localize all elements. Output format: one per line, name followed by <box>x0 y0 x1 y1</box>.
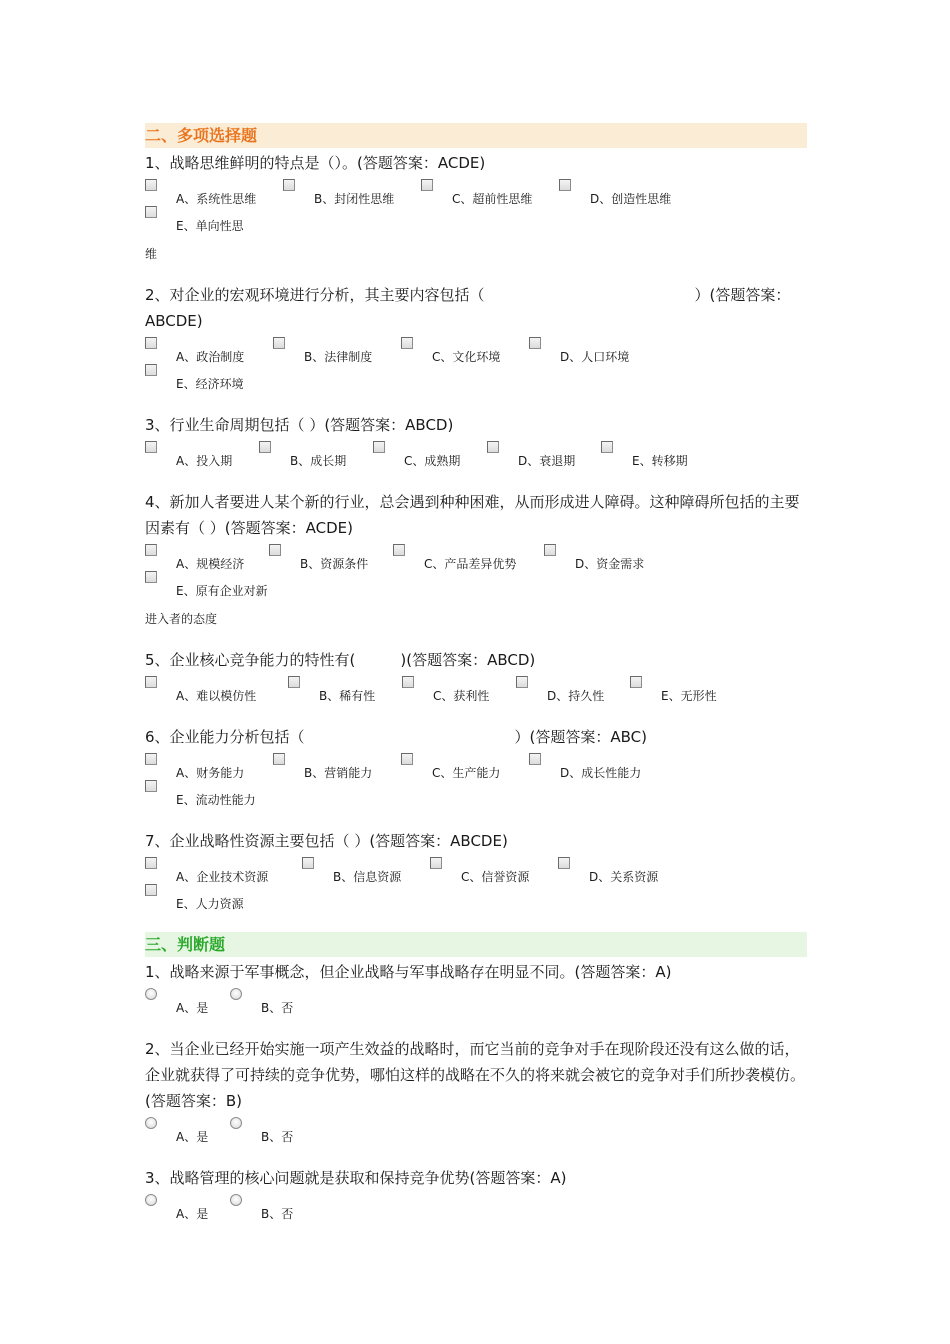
options-row <box>145 444 807 471</box>
checkbox-icon[interactable] <box>259 441 271 453</box>
question-mc-4 <box>145 489 807 629</box>
option-e[interactable]: E、转移期 <box>601 444 732 471</box>
checkbox-icon[interactable] <box>529 337 541 349</box>
option-a[interactable]: A、系统性思维 <box>145 182 283 209</box>
option-c[interactable]: C、产品差异优势 <box>393 547 544 574</box>
radio-icon[interactable] <box>230 1117 242 1129</box>
option-a[interactable]: A、是 <box>145 991 230 1018</box>
options-row <box>145 340 807 394</box>
option-b[interactable]: B、信息资源 <box>302 860 430 887</box>
checkbox-icon[interactable] <box>145 753 157 765</box>
question-mc-6 <box>145 724 807 810</box>
option-b[interactable]: B、否 <box>230 991 321 1018</box>
radio-icon[interactable] <box>145 988 157 1000</box>
radio-icon[interactable] <box>230 988 242 1000</box>
checkbox-icon[interactable] <box>145 441 157 453</box>
question-text: 3、行业生命周期包括（ ）(答题答案：ABCD) <box>145 416 454 434</box>
question-text: 4、新加人者要进人某个新的行业，总会遇到种种困难，从而形成进人障碍。这种障碍所包括的主要因素有（ ）(答题答案：ACDE) <box>145 493 800 537</box>
option-b[interactable]: B、否 <box>230 1120 321 1147</box>
option-e[interactable]: E、原有企业对新 <box>145 574 296 601</box>
option-b[interactable]: B、资源条件 <box>269 547 393 574</box>
question-text: 1、战略来源于军事概念，但企业战略与军事战略存在明显不同。(答题答案：A) <box>145 963 672 981</box>
question-mc-3 <box>145 412 807 471</box>
checkbox-icon[interactable] <box>430 857 442 869</box>
question-tf-2 <box>145 1036 807 1147</box>
option-b[interactable]: B、封闭性思维 <box>283 182 421 209</box>
checkbox-icon[interactable] <box>529 753 541 765</box>
option-d[interactable]: D、成长性能力 <box>529 756 672 783</box>
question-mc-7 <box>145 828 807 914</box>
question-text: 2、当企业已经开始实施一项产生效益的战略时，而它当前的竞争对手在现阶段还没有这么做的话，企业就获得了可持续的竞争优势，哪怕这样的战略在不久的将来就会被它的竞争对手们所抄袭模仿。(答题答案：B) <box>145 1040 806 1110</box>
question-tf-3 <box>145 1165 807 1224</box>
option-a[interactable]: A、规模经济 <box>145 547 269 574</box>
option-b[interactable]: B、法律制度 <box>273 340 401 367</box>
checkbox-icon[interactable] <box>402 676 414 688</box>
checkbox-icon[interactable] <box>544 544 556 556</box>
option-c[interactable]: C、获利性 <box>402 679 516 706</box>
option-c[interactable]: C、超前性思维 <box>421 182 559 209</box>
option-a[interactable]: A、难以模仿性 <box>145 679 288 706</box>
checkbox-icon[interactable] <box>145 179 157 191</box>
option-d[interactable]: D、衰退期 <box>487 444 601 471</box>
checkbox-icon[interactable] <box>145 571 157 583</box>
question-text: 3、战略管理的核心问题就是获取和保持竞争优势(答题答案：A) <box>145 1169 567 1187</box>
checkbox-icon[interactable] <box>373 441 385 453</box>
radio-icon[interactable] <box>230 1194 242 1206</box>
option-e[interactable]: E、无形性 <box>630 679 761 706</box>
checkbox-icon[interactable] <box>558 857 570 869</box>
option-a[interactable]: A、是 <box>145 1120 230 1147</box>
checkbox-icon[interactable] <box>145 544 157 556</box>
options-row <box>145 679 807 706</box>
option-e[interactable]: E、人力资源 <box>145 887 288 914</box>
option-c[interactable]: C、信誉资源 <box>430 860 558 887</box>
question-text: 1、战略思维鲜明的特点是（）。(答题答案：ACDE) <box>145 154 486 172</box>
checkbox-icon[interactable] <box>273 753 285 765</box>
checkbox-icon[interactable] <box>288 676 300 688</box>
option-b[interactable]: B、成长期 <box>259 444 373 471</box>
options-row <box>145 1120 807 1147</box>
option-e[interactable]: E、单向性思 <box>145 209 256 236</box>
checkbox-icon[interactable] <box>145 337 157 349</box>
checkbox-icon[interactable] <box>269 544 281 556</box>
option-a[interactable]: A、投入期 <box>145 444 259 471</box>
option-d[interactable]: D、持久性 <box>516 679 630 706</box>
question-text: 7、企业战略性资源主要包括（ ）(答题答案：ABCDE) <box>145 832 508 850</box>
option-d[interactable]: D、资金需求 <box>544 547 668 574</box>
checkbox-icon[interactable] <box>145 857 157 869</box>
question-mc-2 <box>145 282 807 394</box>
option-e[interactable]: E、经济环境 <box>145 367 296 394</box>
question-text: 6、企业能力分析包括（ ）(答题答案：ABC) <box>145 728 648 746</box>
option-e[interactable]: E、流动性能力 <box>145 783 301 810</box>
options-row <box>145 1197 807 1224</box>
radio-icon[interactable] <box>145 1117 157 1129</box>
option-a[interactable]: A、企业技术资源 <box>145 860 302 887</box>
option-c[interactable]: C、成熟期 <box>373 444 487 471</box>
question-mc-1 <box>145 150 807 264</box>
options-row <box>145 756 807 810</box>
question-tf-1 <box>145 959 807 1018</box>
options-row <box>145 860 807 914</box>
section-title-multiple-choice: 二、多项选择题 <box>145 123 807 148</box>
checkbox-icon[interactable] <box>487 441 499 453</box>
checkbox-icon[interactable] <box>421 179 433 191</box>
radio-icon[interactable] <box>145 1194 157 1206</box>
checkbox-icon[interactable] <box>401 753 413 765</box>
checkbox-icon[interactable] <box>273 337 285 349</box>
option-a[interactable]: A、财务能力 <box>145 756 273 783</box>
options-row <box>145 182 807 236</box>
checkbox-icon[interactable] <box>630 676 642 688</box>
checkbox-icon[interactable] <box>393 544 405 556</box>
option-c[interactable]: C、生产能力 <box>401 756 529 783</box>
checkbox-icon[interactable] <box>145 206 157 218</box>
checkbox-icon[interactable] <box>302 857 314 869</box>
option-b[interactable]: B、营销能力 <box>273 756 401 783</box>
checkbox-icon[interactable] <box>145 676 157 688</box>
checkbox-icon[interactable] <box>401 337 413 349</box>
checkbox-icon[interactable] <box>145 884 157 896</box>
question-text: 5、企业核心竞争能力的特性有( )(答题答案：ABCD) <box>145 651 536 669</box>
options-row <box>145 547 807 601</box>
option-a[interactable]: A、政治制度 <box>145 340 273 367</box>
option-d[interactable]: D、关系资源 <box>558 860 686 887</box>
question-mc-5 <box>145 647 807 706</box>
option-d[interactable]: D、创造性思维 <box>559 182 697 209</box>
section-title-true-false: 三、判断题 <box>145 932 807 957</box>
option-b[interactable]: B、否 <box>230 1197 321 1224</box>
checkbox-icon[interactable] <box>283 179 295 191</box>
checkbox-icon[interactable] <box>145 780 157 792</box>
option-wrap-text: 维 <box>145 247 158 261</box>
option-b[interactable]: B、稀有性 <box>288 679 402 706</box>
checkbox-icon[interactable] <box>601 441 613 453</box>
options-row <box>145 991 807 1018</box>
option-d[interactable]: D、人口环境 <box>529 340 657 367</box>
question-text: 2、对企业的宏观环境进行分析，其主要内容包括（ ）(答题答案：ABCDE) <box>145 286 791 330</box>
option-a[interactable]: A、是 <box>145 1197 230 1224</box>
checkbox-icon[interactable] <box>559 179 571 191</box>
checkbox-icon[interactable] <box>145 364 157 376</box>
option-wrap-text: 进入者的态度 <box>145 612 218 626</box>
quiz-page <box>145 123 807 1242</box>
option-c[interactable]: C、文化环境 <box>401 340 529 367</box>
checkbox-icon[interactable] <box>516 676 528 688</box>
